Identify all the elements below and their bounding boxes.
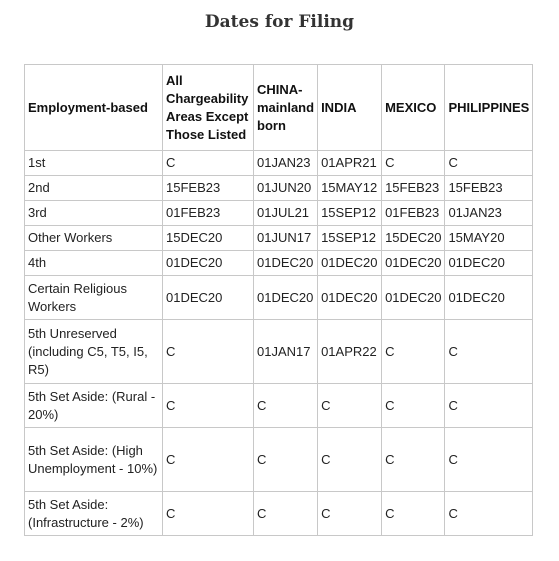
column-header-all-chargeability: All Chargeability Areas Except Those Listed — [163, 65, 254, 151]
table-cell: 15MAY20 — [445, 226, 533, 251]
column-header-india: INDIA — [318, 65, 382, 151]
table-cell: 01DEC20 — [445, 251, 533, 276]
table-cell: 15FEB23 — [382, 176, 445, 201]
table-cell: C — [163, 384, 254, 428]
table-cell: 01DEC20 — [382, 251, 445, 276]
table-row — [25, 226, 533, 251]
table-cell: C — [318, 428, 382, 492]
table-row — [25, 384, 533, 428]
table-cell: C — [382, 320, 445, 384]
table-cell: C — [382, 428, 445, 492]
table-cell: C — [382, 384, 445, 428]
table-cell: 01JUN17 — [254, 226, 318, 251]
page-title: Dates for Filing — [204, 12, 355, 32]
table-header-row — [25, 65, 533, 151]
row-label: 5th Set Aside: (Infrastructure - 2%) — [25, 492, 163, 536]
table-row — [25, 492, 533, 536]
row-label: Certain Religious Workers — [25, 276, 163, 320]
table-row — [25, 428, 533, 492]
table-cell: 01FEB23 — [382, 201, 445, 226]
table-cell: 01APR21 — [318, 151, 382, 176]
table-cell: C — [318, 492, 382, 536]
table-row — [25, 251, 533, 276]
table-cell: 01APR22 — [318, 320, 382, 384]
table-cell: 01FEB23 — [163, 201, 254, 226]
table-cell: C — [445, 428, 533, 492]
table-cell: 01JAN23 — [445, 201, 533, 226]
table-cell: 01DEC20 — [254, 251, 318, 276]
column-header-mexico: MEXICO — [382, 65, 445, 151]
table-cell: 01JUN20 — [254, 176, 318, 201]
table-cell: 01JUL21 — [254, 201, 318, 226]
table-cell: C — [445, 151, 533, 176]
table-row — [25, 176, 533, 201]
table-cell: C — [163, 320, 254, 384]
row-label: 3rd — [25, 201, 163, 226]
table-cell: 01DEC20 — [254, 276, 318, 320]
table-cell: 15DEC20 — [382, 226, 445, 251]
column-header-employment-based: Employment-based — [25, 65, 163, 151]
row-label: 5th Unreserved (including C5, T5, I5, R5) — [25, 320, 163, 384]
table-cell: C — [382, 492, 445, 536]
table-cell: 15SEP12 — [318, 226, 382, 251]
table-cell: C — [254, 384, 318, 428]
row-label: 2nd — [25, 176, 163, 201]
table-cell: 01DEC20 — [382, 276, 445, 320]
table-cell: C — [382, 151, 445, 176]
table-row — [25, 320, 533, 384]
table-cell: 15DEC20 — [163, 226, 254, 251]
table-cell: 01DEC20 — [318, 276, 382, 320]
table-cell: C — [254, 428, 318, 492]
table-cell: 01DEC20 — [163, 251, 254, 276]
table-cell: 01DEC20 — [445, 276, 533, 320]
column-header-china: CHINA-mainland born — [254, 65, 318, 151]
table-cell: C — [163, 428, 254, 492]
table-cell: 01DEC20 — [318, 251, 382, 276]
table-cell: 01JAN23 — [254, 151, 318, 176]
table-cell: 15FEB23 — [163, 176, 254, 201]
dates-for-filing-table — [24, 64, 533, 536]
table-cell: C — [163, 492, 254, 536]
table-cell: C — [445, 492, 533, 536]
row-label: 5th Set Aside: (High Unemployment - 10%) — [25, 428, 163, 492]
row-label: 5th Set Aside: (Rural - 20%) — [25, 384, 163, 428]
table-row — [25, 201, 533, 226]
table-row — [25, 151, 533, 176]
table-cell: C — [445, 320, 533, 384]
table-cell: C — [318, 384, 382, 428]
table-row — [25, 276, 533, 320]
table-cell: 01DEC20 — [163, 276, 254, 320]
table-cell: C — [445, 384, 533, 428]
row-label: 1st — [25, 151, 163, 176]
row-label: Other Workers — [25, 226, 163, 251]
table-cell: 15FEB23 — [445, 176, 533, 201]
table-cell: 01JAN17 — [254, 320, 318, 384]
table-cell: 15MAY12 — [318, 176, 382, 201]
table-cell: C — [163, 151, 254, 176]
row-label: 4th — [25, 251, 163, 276]
table-cell: C — [254, 492, 318, 536]
table-cell: 15SEP12 — [318, 201, 382, 226]
column-header-philippines: PHILIPPINES — [445, 65, 533, 151]
